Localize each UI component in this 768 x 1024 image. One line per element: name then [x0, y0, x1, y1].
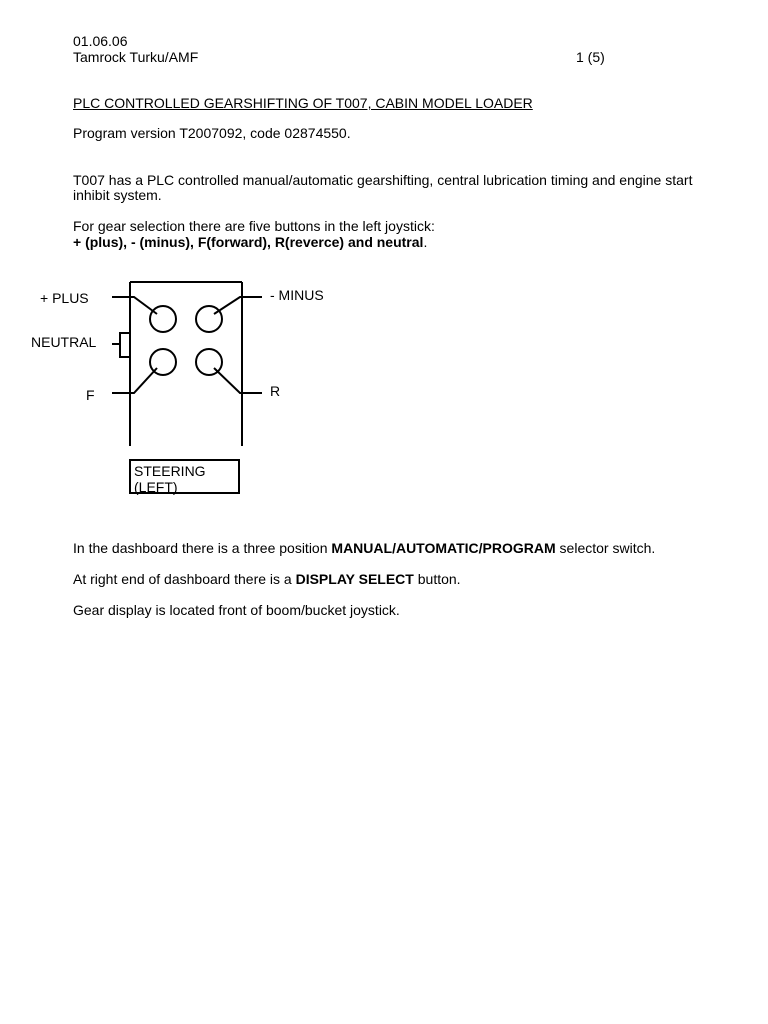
header-page-number: 1 (5)	[576, 49, 605, 65]
dashboard-selector-post: selector switch.	[555, 540, 656, 556]
display-select-post: button.	[413, 571, 461, 587]
dashboard-selector-text	[73, 541, 655, 556]
mode-manual: MANUAL	[331, 540, 393, 556]
steering-label-line1: STEERING	[134, 463, 206, 479]
header-date: 01.06.06	[73, 33, 128, 49]
plus-label: + PLUS	[40, 290, 89, 306]
gear-display-text: Gear display is located front of boom/bucket joystick.	[73, 602, 400, 618]
display-select-button-name: DISPLAY SELECT	[295, 571, 414, 587]
minus-label: - MINUS	[270, 287, 324, 303]
mode-automatic: AUTOMATIC	[395, 540, 479, 556]
header-company: Tamrock Turku/AMF	[73, 49, 199, 65]
forward-label: F	[86, 387, 95, 403]
program-version: Program version T2007092, code 02874550.	[73, 125, 351, 141]
document-title: PLC CONTROLLED GEARSHIFTING OF T007, CABIN MODEL LOADER	[73, 95, 533, 111]
mode-separator-2: /	[478, 540, 483, 556]
neutral-bracket	[120, 333, 130, 357]
reverse-leader-line	[214, 368, 262, 393]
minus-button-circle	[196, 306, 222, 332]
display-select-pre: At right end of dashboard there is a	[73, 571, 296, 587]
gear-buttons-period: .	[423, 234, 428, 250]
steering-label-box	[129, 459, 240, 494]
gear-selection-text: For gear selection there are five buttons in the left joystick:	[73, 218, 435, 234]
steering-label-line2: (LEFT)	[134, 479, 178, 495]
plus-button-circle	[150, 306, 176, 332]
neutral-label: NEUTRAL	[31, 334, 97, 350]
display-select-text	[73, 572, 461, 587]
intro-paragraph: T007 has a PLC controlled manual/automatic gearshifting, central lubrication timing and engine start inhibit system.	[73, 172, 693, 203]
mode-separator-1: /	[392, 540, 396, 556]
dashboard-selector-pre: In the dashboard there is a three position	[73, 540, 332, 556]
forward-leader-line	[112, 368, 157, 393]
minus-leader-line	[214, 297, 262, 314]
plus-leader-line	[112, 297, 157, 314]
mode-program: PROGRAM	[482, 540, 556, 556]
reverse-label: R	[270, 383, 281, 399]
gear-buttons-list: + (plus), - (minus), F(forward), R(reverce) and neutral	[73, 234, 424, 250]
